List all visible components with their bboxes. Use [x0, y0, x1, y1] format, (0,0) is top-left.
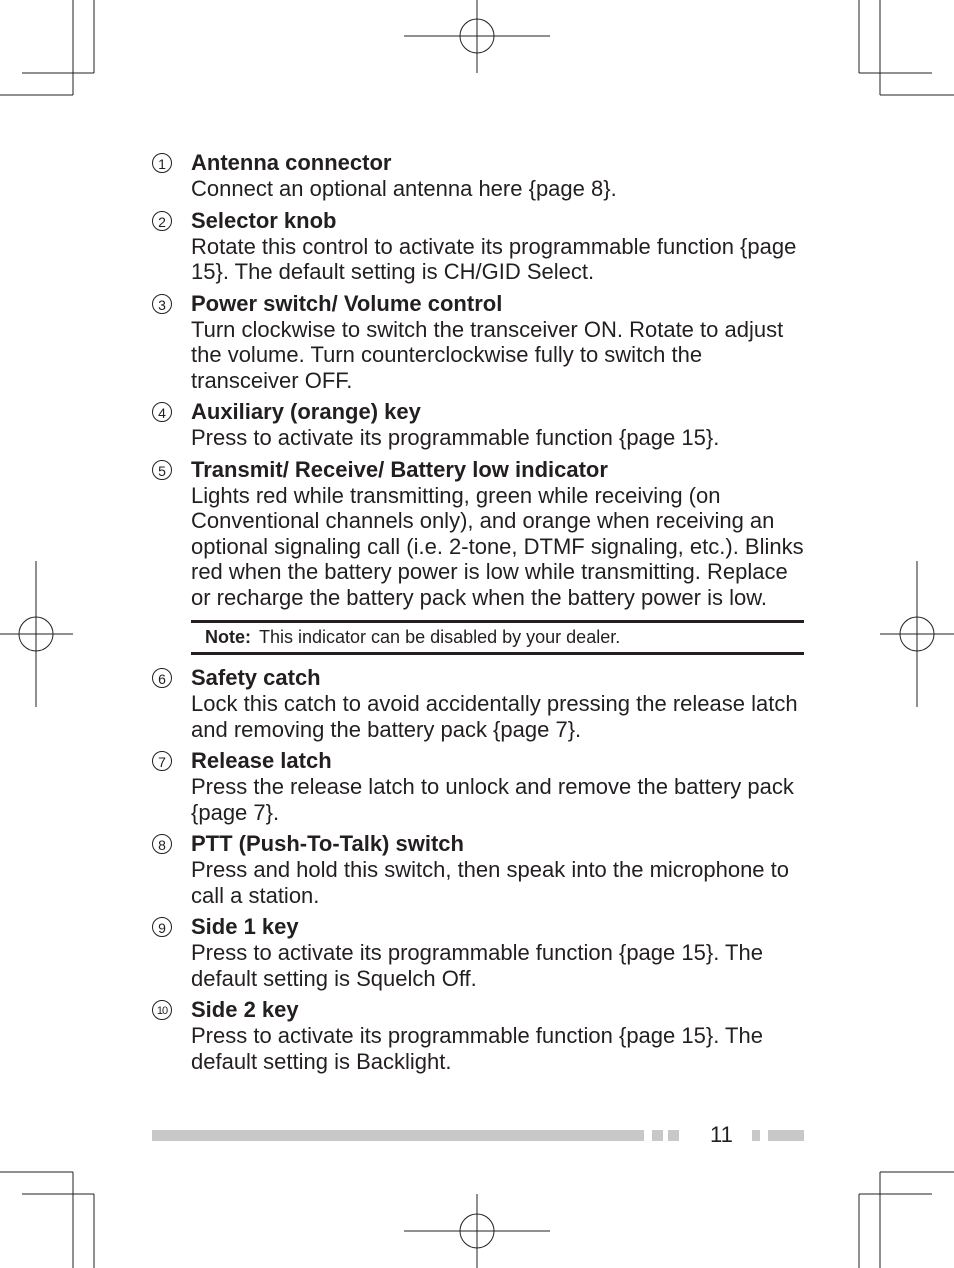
list-item — [152, 748, 804, 825]
footer-square — [668, 1130, 679, 1141]
footer-square — [652, 1130, 663, 1141]
item-title: Transmit/ Receive/ Battery low indicator — [191, 456, 608, 482]
circled-number: 5 — [152, 460, 172, 480]
item-title: Antenna connector — [191, 150, 392, 175]
list-item — [152, 291, 804, 394]
list-item — [152, 997, 804, 1074]
item-title: Release latch — [191, 748, 332, 773]
list-item — [152, 399, 804, 451]
circled-number: 2 — [152, 211, 172, 231]
circled-number: 6 — [152, 668, 172, 688]
item-description: Connect an optional antenna here {page 8}. — [191, 176, 617, 201]
item-title: Safety catch — [191, 665, 321, 690]
note-box — [191, 620, 804, 655]
item-description: Press and hold this switch, then speak into the microphone to call a station. — [191, 857, 790, 908]
footer-bar — [152, 1130, 644, 1141]
list-item — [152, 150, 804, 202]
item-description: Lights red while transmitting, green while receiving (on Conventional channels only), and orange when receiving an optional signaling call (i.e. 2-tone, DTMF signaling, etc.). Blinks red when the battery power is low while transmitting. Replace or recharge the battery pack when the battery power is low. — [191, 482, 804, 610]
item-description: Press to activate its programmable function {page 15}. The default setting is Squelch Off. — [191, 940, 763, 991]
circled-number: 4 — [152, 402, 172, 422]
item-description: Press the release latch to unlock and remove the battery pack {page 7}. — [191, 774, 794, 825]
list-item — [152, 665, 804, 742]
parts-description-list — [152, 150, 804, 1074]
item-description: Lock this catch to avoid accidentally pressing the release latch and removing the battery pack {page 7}. — [191, 691, 798, 742]
item-description: Press to activate its programmable function {page 15}. — [191, 425, 720, 450]
page-footer — [152, 1122, 804, 1147]
item-description: Rotate this control to activate its programmable function {page 15}. The default setting is CH/GID Select. — [191, 233, 797, 284]
circled-number: 7 — [152, 751, 172, 771]
list-item — [152, 914, 804, 991]
item-title: Side 2 key — [191, 997, 299, 1022]
list-item — [152, 208, 804, 285]
circled-number: 8 — [152, 834, 172, 854]
footer-square — [752, 1130, 760, 1141]
item-description: Turn clockwise to switch the transceiver ON. Rotate to adjust the volume. Turn counterclockwise fully to switch the transceiver OFF. — [191, 316, 784, 393]
note-label: Note: — [205, 627, 251, 647]
item-title: Selector knob — [191, 207, 337, 233]
circled-number: 1 — [152, 153, 172, 173]
footer-bar — [768, 1130, 804, 1141]
list-item — [152, 457, 804, 611]
item-title: PTT (Push-To-Talk) switch — [191, 831, 464, 856]
page-number: 11 — [710, 1122, 733, 1147]
circled-number: 9 — [152, 917, 172, 937]
circled-number: 3 — [152, 294, 172, 314]
list-item — [152, 831, 804, 908]
item-title: Side 1 key — [191, 914, 299, 939]
note-text: This indicator can be disabled by your dealer. — [259, 627, 621, 647]
item-description: Press to activate its programmable function {page 15}. The default setting is Backlight. — [191, 1023, 763, 1074]
circled-number: 10 — [152, 1000, 172, 1020]
item-title: Power switch/ Volume control — [191, 290, 503, 316]
item-title: Auxiliary (orange) key — [191, 399, 421, 424]
